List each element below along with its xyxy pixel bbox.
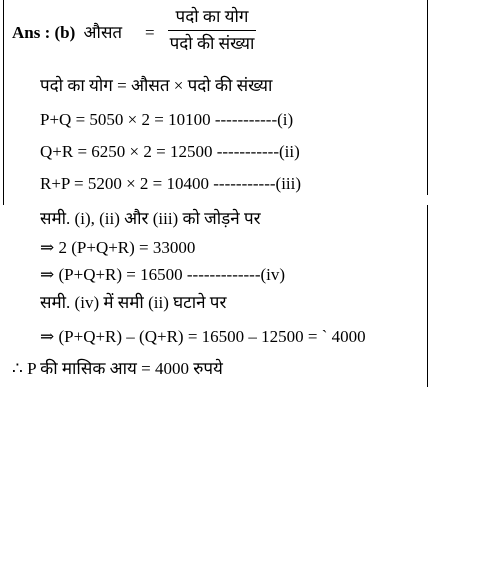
answer-label bbox=[12, 22, 122, 44]
answer-option: Ans : (b) bbox=[12, 23, 76, 42]
right-border-rule-bottom bbox=[427, 205, 428, 387]
step-2: ⇒ (P+Q+R) = 16500 -------------(iv) bbox=[40, 265, 286, 284]
equation-iii: R+P = 5200 × 2 = 10400 -----------(iii) bbox=[40, 174, 302, 193]
fraction-bar bbox=[168, 30, 256, 31]
equation-i: P+Q = 5050 × 2 = 10100 -----------(i) bbox=[40, 110, 294, 129]
sum-formula: पदो का योग = औसत × पदो की संख्या bbox=[40, 76, 273, 95]
fraction-denominator: पदो की संख्या bbox=[169, 34, 255, 53]
right-border-rule-top bbox=[427, 0, 428, 195]
equation-ii: Q+R = 6250 × 2 = 12500 -----------(ii) bbox=[40, 142, 300, 161]
fraction-numerator: पदो का योग bbox=[175, 7, 249, 26]
fraction bbox=[168, 6, 256, 55]
step-1: ⇒ 2 (P+Q+R) = 33000 bbox=[40, 238, 196, 257]
add-note: समी. (i), (ii) और (iii) को जोड़ने पर bbox=[40, 209, 261, 228]
average-word: औसत bbox=[83, 23, 123, 42]
conclusion: ∴ P की मासिक आय = 4000 रुपये bbox=[12, 359, 223, 378]
left-border-rule bbox=[3, 0, 4, 205]
step-3: ⇒ (P+Q+R) – (Q+R) = 16500 – 12500 = ` 4000 bbox=[40, 327, 366, 346]
equals-sign: = bbox=[145, 23, 155, 42]
subtract-note: समी. (iv) में समी (ii) घटाने पर bbox=[40, 293, 227, 312]
